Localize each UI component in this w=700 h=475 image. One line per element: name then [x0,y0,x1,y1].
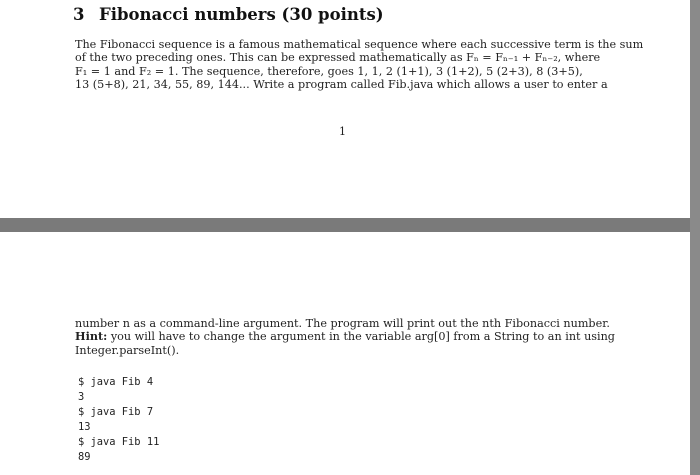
paragraph-line-hint [75,329,615,344]
page-gap [0,218,700,232]
terminal-example [78,375,159,466]
code-line: $ java Fib 4 [78,376,154,388]
paragraph-line: number n as a command-line argument. The program will print out the nth Fibonacci number. [75,317,610,330]
hint-text: you will have to change the argument in the variable arg[0] from a String to an int using [107,330,615,344]
intro-paragraph [75,38,644,91]
section-title: Fibonacci numbers (30 points) [99,5,384,24]
paragraph-line: 13 (5+8), 21, 34, 55, 89, 144... Write a program called Fib.java which allows a user to enter a [75,77,608,91]
paragraph-line: The Fibonacci sequence is a famous mathematical sequence where each successive term is the sum [75,38,644,51]
page-number: 1 [339,125,346,138]
section-heading [73,5,384,24]
code-line: $ java Fib 7 [78,406,154,419]
code-line: 89 [78,451,91,464]
hint-label: Hint: [75,329,108,344]
paragraph-line: of the two preceding ones. This can be expressed mathematically as Fₙ = Fₙ₋₁ + Fₙ₋₂, where [75,51,601,65]
code-line: 3 [78,391,85,404]
code-line: $ java Fib 11 [78,436,160,449]
viewer-scroll-edge [690,0,700,475]
code-line: 13 [78,421,91,434]
paragraph-line: Integer.parseInt(). [75,343,180,357]
instruction-paragraph [75,317,615,357]
page-2 [0,232,690,475]
page-1 [0,0,690,218]
paragraph-line: F₁ = 1 and F₂ = 1. The sequence, therefore, goes 1, 1, 2 (1+1), 3 (1+2), 5 (2+3), 8 (3+5), [75,64,583,78]
section-number: 3 [73,5,85,24]
